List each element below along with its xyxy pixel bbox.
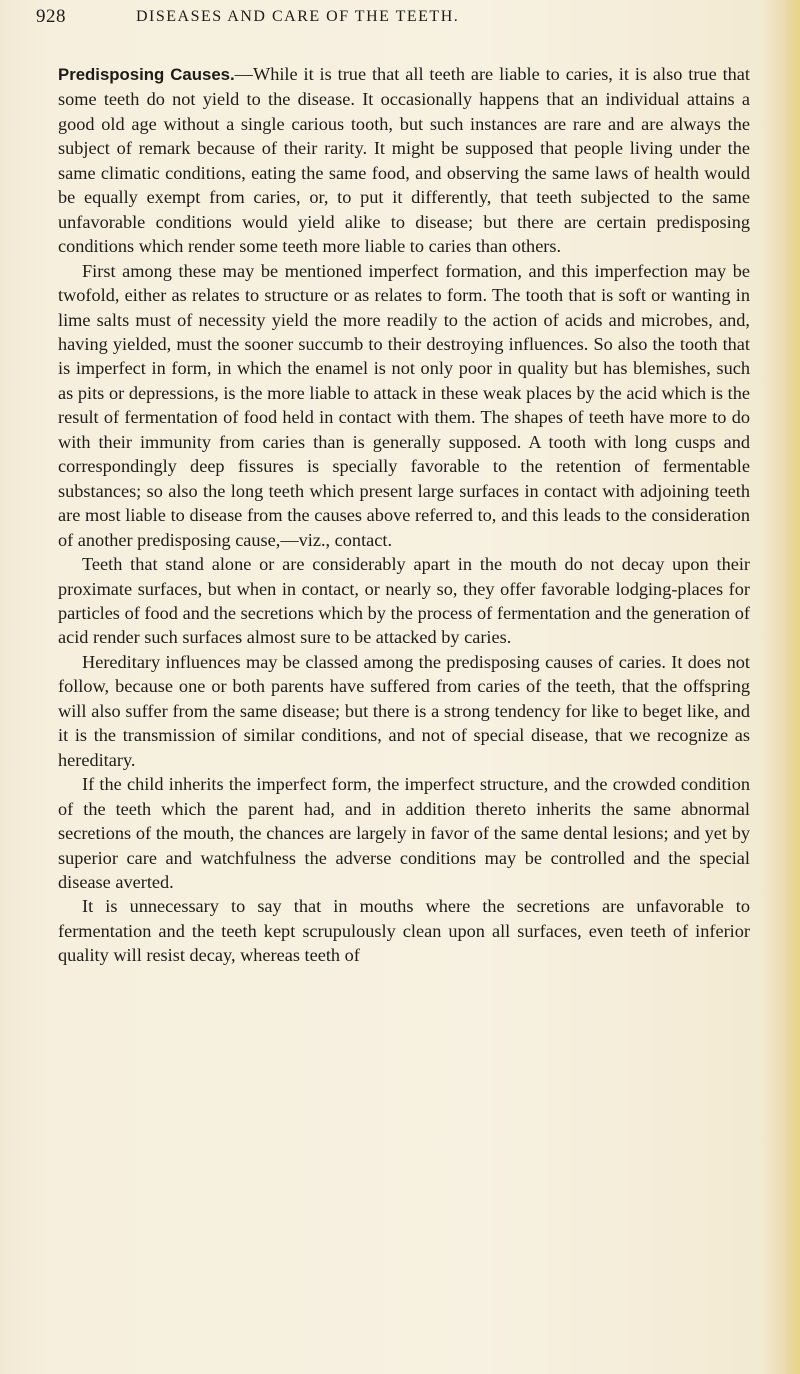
page-edge-shadow	[784, 0, 800, 1374]
paragraph-hereditary: Hereditary influences may be classed among the predisposing causes of caries. It does not follow, because one or both parents have suffered from caries of the teeth, that the offspring will also suffer from the same disease; but there is a strong tendency for like to beget like, and it is the transmission of similar conditions, and not of special disease, that we recognize as hereditary.	[58, 651, 750, 770]
section-heading: Predisposing Causes.	[58, 65, 235, 84]
running-head: DISEASES AND CARE OF THE TEETH.	[136, 8, 460, 25]
page-number: 928	[36, 6, 66, 27]
body-text	[58, 62, 750, 968]
paragraph-inheritance: If the child inherits the imperfect form, the imperfect structure, and the crowded condition of the teeth which the parent had, and in addition thereto inherits the same abnormal secretions of the mouth, the chances are largely in favor of the same dental lesions; and yet by superior care and watchfulness the adverse conditions may be controlled and the special disease averted.	[58, 774, 750, 892]
paragraph-secretions: It is unnecessary to say that in mouths where the secretions are unfavorable to fermentation and the teeth kept scrupulously clean upon all surfaces, even teeth of inferior quality will resist decay, whereas teeth of	[58, 896, 750, 966]
page-header	[36, 6, 756, 40]
paragraph-imperfect-formation: First among these may be mentioned imperfect formation, and this imperfection may be twofold, either as relates to structure or as relates to form. The tooth that is soft or wanting in lime salts must of necessity yield the more readily to the action of acids and microbes, and, having yielded, must the sooner succumb to their destroying influences. So also the tooth that is imperfect in form, in which the enamel is not only poor in quality but has blemishes, such as pits or depressions, is the more liable to attack in these weak places by the acid which is the result of fermentation of food held in contact with them. The shapes of teeth have more to do with their immunity from caries than is generally supposed. A tooth with long cusps and correspondingly deep fissures is specially favorable to the retention of fermentable substances; so also the long teeth which present large surfaces in contact with adjoining teeth are most liable to disease from the causes above referred to, and this leads to the consideration of another predisposing cause,—viz., contact.	[58, 260, 750, 550]
paragraph-contact: Teeth that stand alone or are considerably apart in the mouth do not decay upon their proximate surfaces, but when in contact, or nearly so, they offer favorable lodging-places for particles of food and the secretions which by the process of fermentation and the generation of acid render such surfaces almost sure to be attacked by caries.	[58, 554, 750, 648]
paragraph-text: —While it is true that all teeth are liable to caries, it is also true that some teeth do not yield to the disease. It occasionally happens that an individual attains a good old age without a single carious tooth, but such instances are rare and are always the subject of remark because of their rarity. It might be supposed that people living under the same climatic conditions, eating the same food, and observing the same laws of health would be equally exempt from caries, or, to put it differently, that teeth subjected to the same unfavorable conditions would yield alike to disease; but there are certain predisposing conditions which render some teeth more liable to caries than others.	[58, 64, 750, 257]
paragraph-predisposing-causes	[58, 62, 750, 259]
